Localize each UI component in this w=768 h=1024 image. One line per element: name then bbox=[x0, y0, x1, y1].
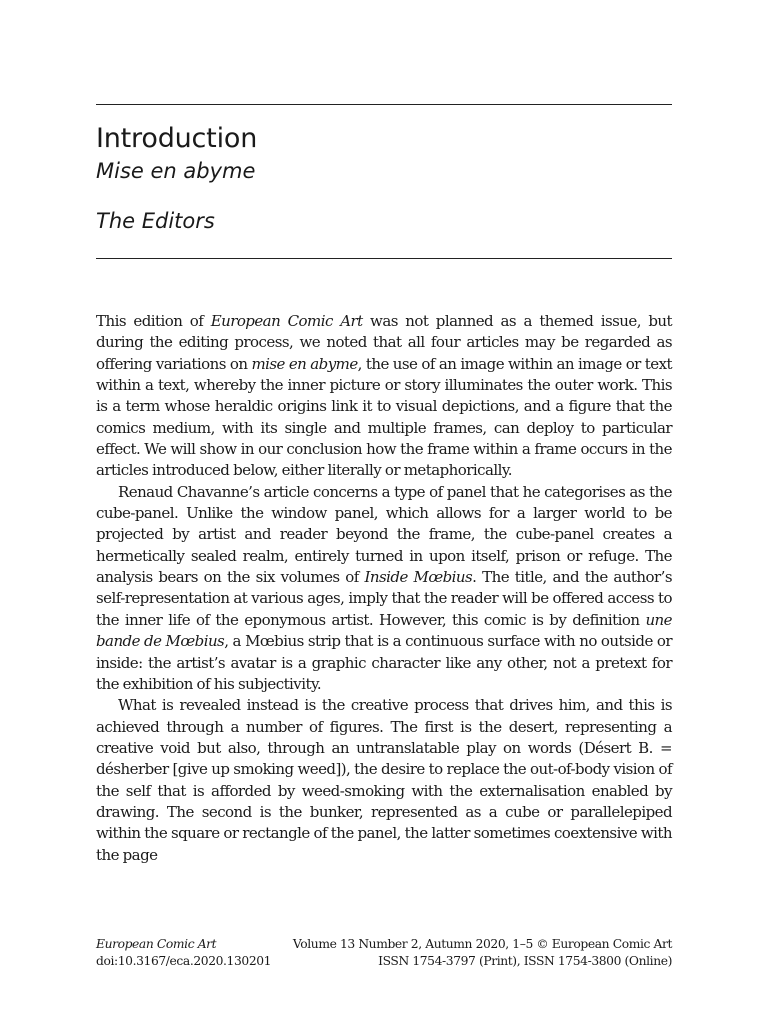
footer-doi: doi:10.3167/eca.2020.130201 bbox=[96, 954, 272, 968]
footer-volume: Volume 13 Number 2, Autumn 2020, 1–5 © European Comic Art bbox=[292, 937, 672, 951]
paragraph-2: Renaud Chavanne’s article concerns a type of panel that he categorises as the cube-panel. Unlike the window panel, which allows for a larger world to be projected by artist and reader beyond the frame, the cube-panel creates a hermetically sealed realm, entirely turned in upon itself, prison or refuge. The analysis bears on the six volumes of Inside Mœbius. The title, and the author’s self-representation at various ages, imply that the reader will be offered access to the inner life of the eponymous artist. However, this comic is by definition une bande de Mœbius, a Mœbius strip that is a continuous surface with no outside or inside: the artist’s avatar is a graphic character like any other, not a pretext for the exhibition of his subjectivity. bbox=[96, 482, 672, 693]
article-title: Introduction bbox=[96, 123, 258, 154]
paragraph-1: This edition of European Comic Art was not planned as a themed issue, but during the editing process, we noted that all four articles may be regarded as offering variations on mise en abyme, the use of an image within an image or text within a text, whereby the inner picture or story illuminates the outer work. This is a term whose heraldic origins link it to visual depictions, and a figure that the comics medium, with its single and multiple frames, can deploy to particular effect. We will show in our conclusion how the frame within a frame occurs in the articles introduced below, either literally or metaphorically. bbox=[96, 312, 672, 480]
footer-row-1 bbox=[96, 936, 672, 953]
article-authors: The Editors bbox=[96, 209, 215, 233]
journal-name: European Comic Art bbox=[210, 312, 363, 330]
footer-journal: European Comic Art bbox=[96, 937, 217, 951]
top-rule bbox=[96, 104, 672, 105]
pun-term: une bande de Mœbius bbox=[96, 610, 672, 651]
footer-issn: ISSN 1754-3797 (Print), ISSN 1754-3800 (Online) bbox=[378, 954, 672, 968]
page-footer bbox=[96, 936, 672, 970]
footer-row-2 bbox=[96, 953, 672, 970]
article-subtitle: Mise en abyme bbox=[96, 159, 256, 183]
article-header bbox=[96, 122, 672, 236]
article-body bbox=[96, 311, 672, 866]
term-mise-en-abyme: mise en abyme bbox=[251, 354, 358, 373]
paragraph-3: What is revealed instead is the creative process that drives him, and this is achieved through a number of figures. The first is the desert, representing a creative void but also, through an untranslatable play on words (Désert B. = désherber [give up smoking weed]), the desire to replace the out-of-body vision of the self that is afforded by weed-smoking with the externalisation enabled by drawing. The second is the bunker, represented as a cube or parallelepiped within the square or rectangle of the panel, the latter sometimes coextensive with the page bbox=[96, 696, 672, 864]
bottom-rule bbox=[96, 258, 672, 259]
work-title: Inside Mœbius bbox=[364, 568, 473, 587]
